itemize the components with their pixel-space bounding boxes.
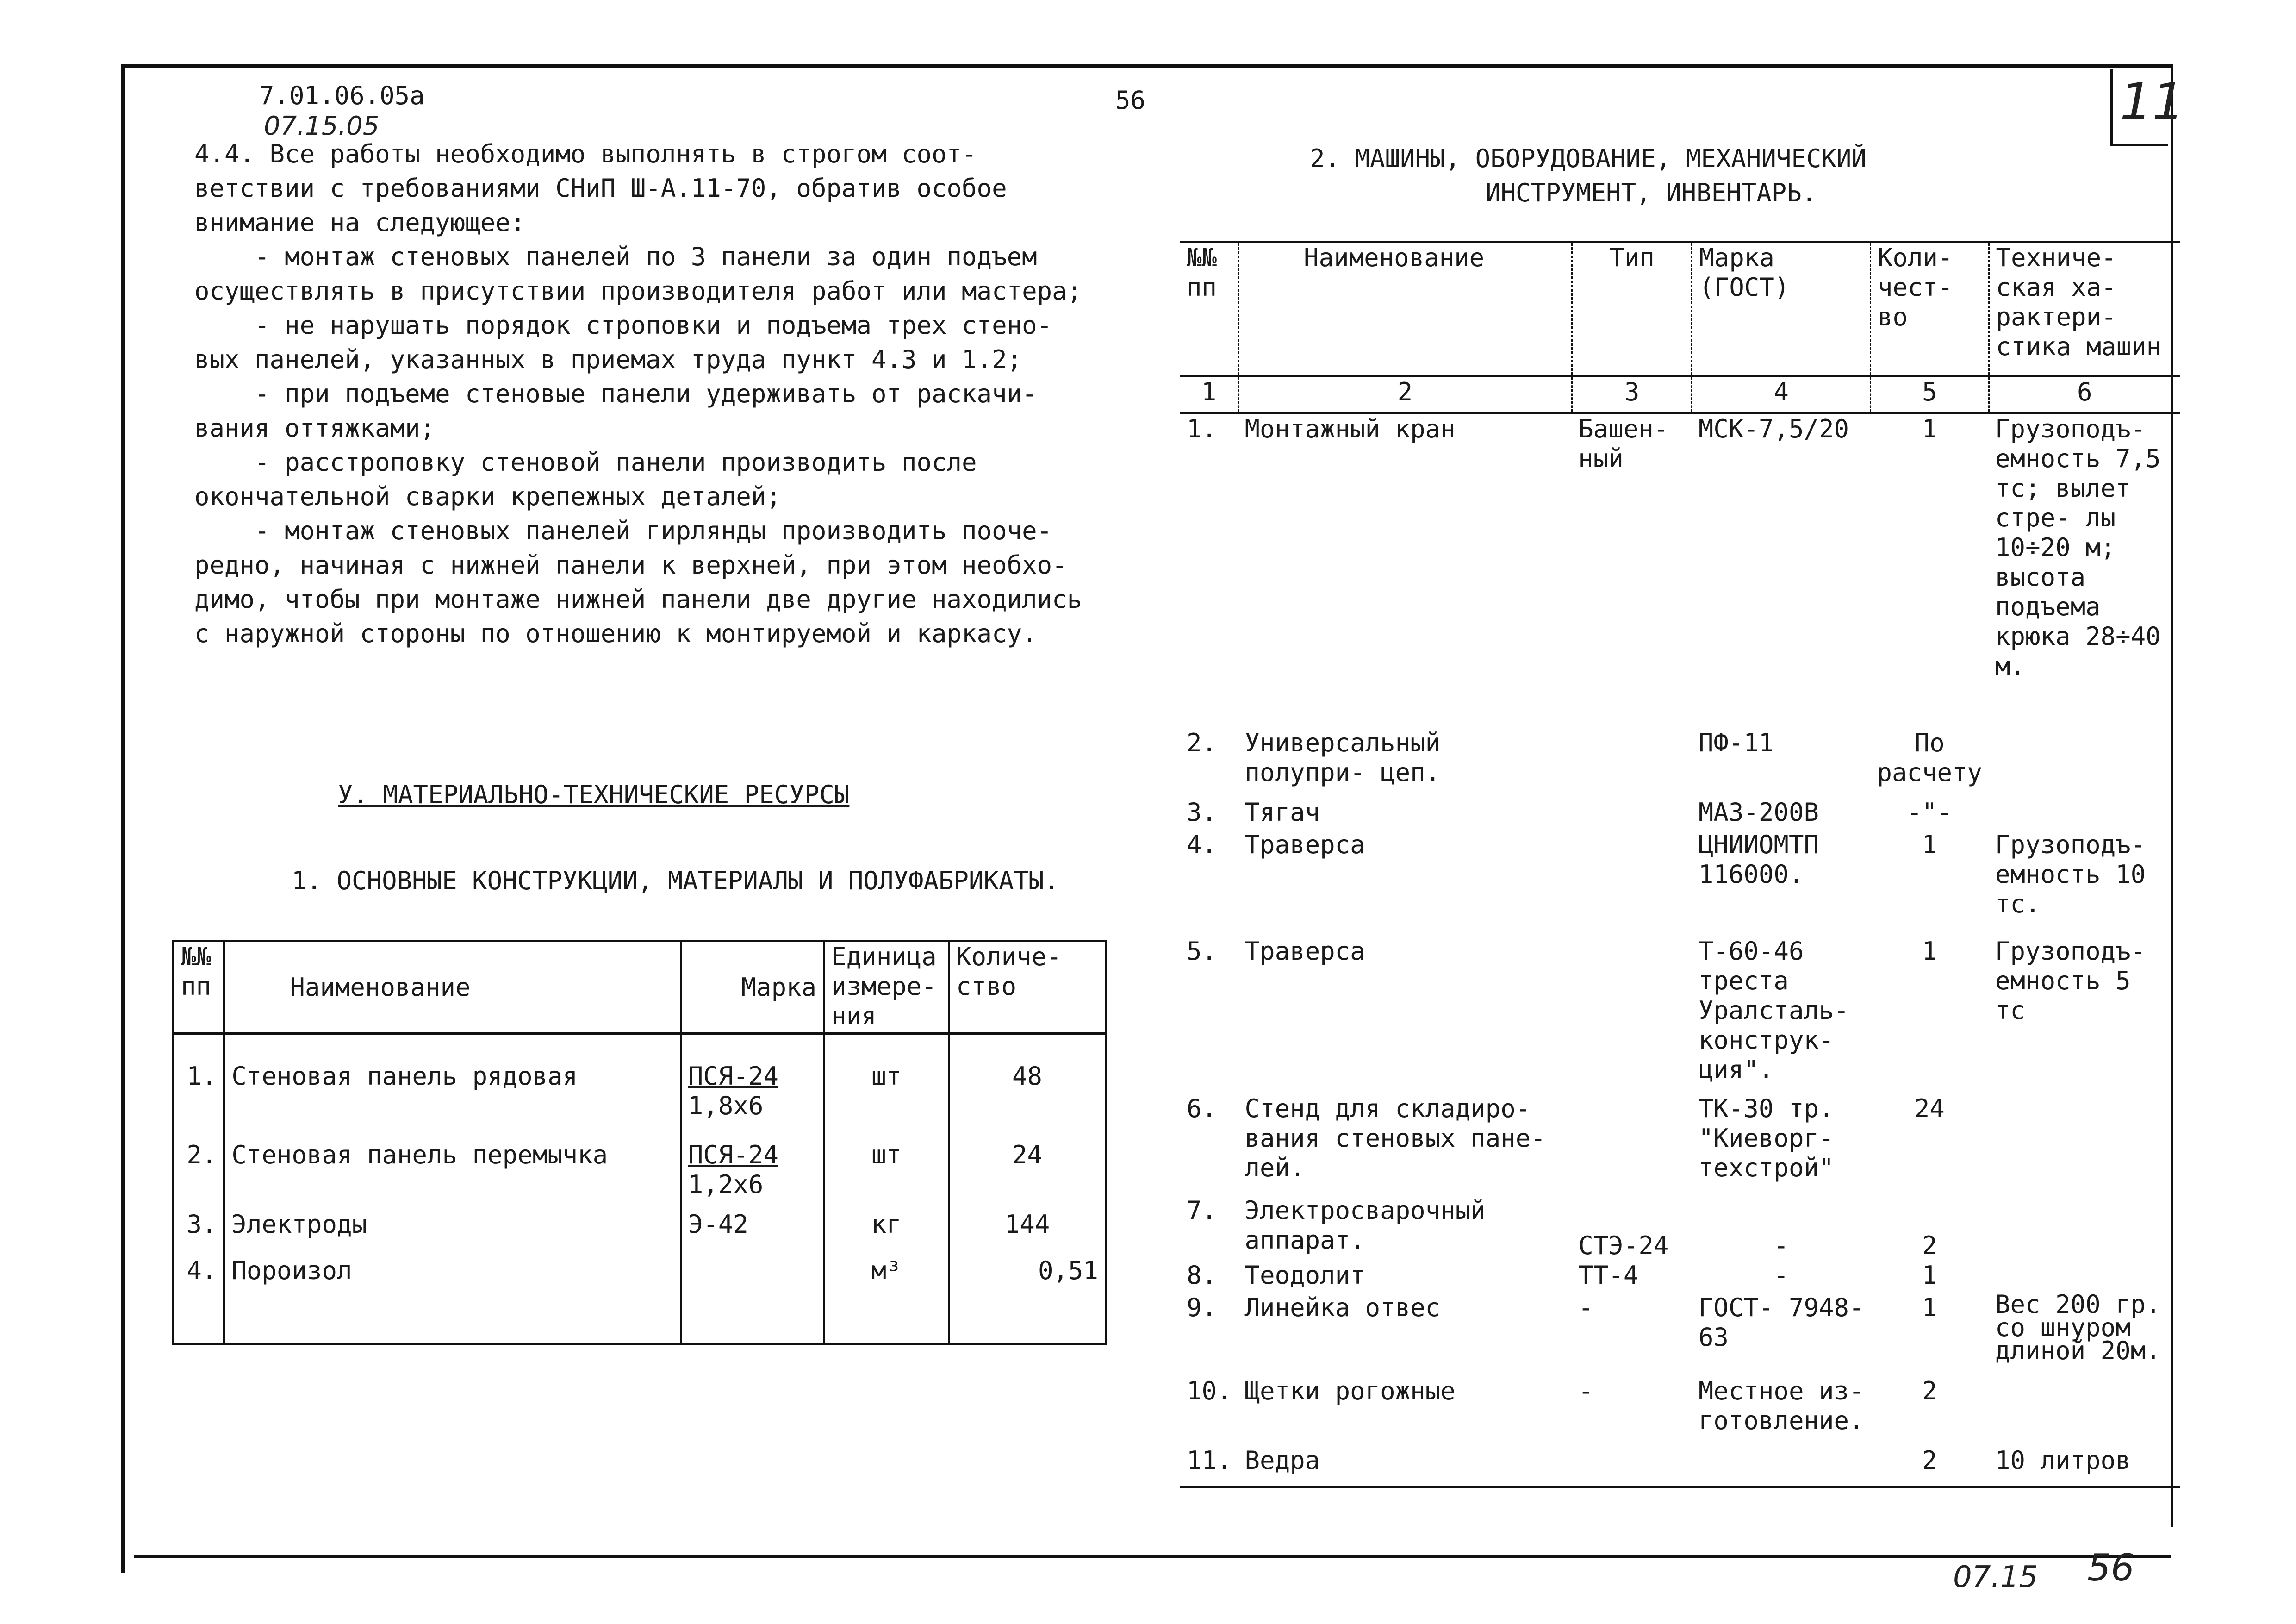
section-title: У. МАТЕРИАЛЬНО-ТЕХНИЧЕСКИЕ РЕСУРСЫ	[338, 780, 850, 809]
col-header-name: Наименование	[1238, 242, 1572, 376]
para-line: окончательной сварки крепежных деталей;	[194, 482, 781, 511]
table-row: 6. Стенд для складиро- вания стеновых пане- лей. ТК-30 тр. "Киеворг- техстрой" 24	[1187, 1093, 1945, 1182]
col-header-number: №№ пп	[1180, 242, 1238, 376]
subsection-title: 1. ОСНОВНЫЕ КОНСТРУКЦИИ, МАТЕРИАЛЫ И ПОЛУФАБРИКАТЫ.	[292, 866, 1059, 895]
footer-page: 56	[2087, 1546, 2134, 1589]
table-row: 2. Стеновая панель перемычка ПСЯ-24 1,2х6 шт 24	[174, 1140, 1106, 1210]
table-row: 9. Линейка отвес - ГОСТ- 7948-63 1 Вес 200 гр. со шнуром длиной 20м.	[1187, 1289, 2161, 1365]
col-header-spec: Техниче- ская ха- рактери- стика машин	[1989, 242, 2180, 376]
machines-table	[1180, 241, 2180, 1488]
doc-sub-code: 07.15.05	[264, 111, 380, 141]
table-row: 2. Универсальный полупри- цеп. ПФ-11 По расчету	[1187, 728, 1983, 787]
frame-bottom-border	[134, 1555, 2171, 1558]
frame-left-border	[121, 64, 125, 1573]
table-row: 8. Теодолит ТТ-4 - 1	[1187, 1260, 1937, 1290]
col-header-name: Наименование	[224, 941, 680, 1034]
para-line: димо, чтобы при монтаже нижней панели две другие находились	[194, 585, 1083, 614]
instructions-paragraph	[194, 137, 1111, 651]
para-line: ветствии с требованиями СНиП Ш-А.11-70, обратив особое	[194, 174, 1007, 203]
table-header-row	[174, 941, 1106, 1034]
para-line: вых панелей, указанных в приемах труда пункт 4.3 и 1.2;	[194, 345, 1022, 374]
para-line: - при подъеме стеновые панели удерживать от раскачи-	[194, 379, 1037, 408]
table-row: 10. Щетки рогожные - Местное из- готовление. 2	[1187, 1376, 1937, 1435]
para-line: - расстроповку стеновой панели производить после	[194, 448, 977, 477]
para-line: 4.4. Все работы необходимо выполнять в строгом соот-	[194, 139, 977, 169]
table-row: 1. Монтажный кран Башен- ный МСК-7,5/20 1 Грузоподъ- емность 7,5 тс; вылет стре- лы 10÷20 м; высота подъема крюка 28÷40 м.	[1187, 414, 2161, 681]
para-line: осуществлять в присутствии производителя работ или мастера;	[194, 276, 1083, 306]
table-row: 4. Траверса ЦНИИОМТП 116000. 1 Грузоподъ- емность 10 тс.	[1187, 830, 2146, 918]
para-line: редно, начиная с нижней панели к верхней, при этом необхо-	[194, 550, 1067, 580]
table-row: 7. Электросварочный аппарат. СТЭ-24 - 2	[1187, 1195, 1937, 1260]
sheet-number: 11	[2120, 72, 2184, 131]
section2-title-line2: ИНСТРУМЕНТ, ИНВЕНТАРЬ.	[1486, 178, 1817, 207]
col-header-number: №№ пп	[174, 941, 224, 1034]
materials-table	[172, 940, 1107, 1345]
para-line: внимание на следующее:	[194, 208, 526, 237]
table-row: 3. Тягач МАЗ-200В -"-	[1187, 797, 1953, 827]
col-header-mark: Марка (ГОСТ)	[1692, 242, 1871, 376]
para-line: - монтаж стеновых панелей по 3 панели за один подъем	[194, 242, 1037, 271]
frame-top-border	[121, 64, 2172, 68]
col-header-qty: Количе- ство	[949, 941, 1106, 1034]
table-row: 4. Пороизол м³ 0,51	[174, 1256, 1106, 1344]
table-header-row	[1180, 242, 2180, 376]
col-header-qty: Коли- чест- во	[1870, 242, 1989, 376]
para-line: - не нарушать порядок строповки и подъема трех стено-	[194, 311, 1052, 340]
table-row: 5. Траверса Т-60-46 треста Уралсталь- конструк- ция". 1 Грузоподъ- емность 5 тс	[1187, 936, 2146, 1084]
col-header-type: Тип	[1572, 242, 1692, 376]
para-line: - монтаж стеновых панелей гирлянды производить поoче-	[194, 516, 1052, 545]
table-row: 3. Электроды Э-42 кг 144	[174, 1210, 1106, 1256]
page-number: 56	[1115, 86, 1146, 115]
table-row: 11. Ведра 2 10 литров	[1180, 1446, 2180, 1487]
para-line: с наружной стороны по отношению к монтируемой и каркасу.	[194, 619, 1037, 648]
para-line: вания оттяжками;	[194, 413, 436, 443]
col-header-unit: Единица измере- ния	[824, 941, 949, 1034]
footer-code: 07.15	[1953, 1560, 2038, 1594]
col-header-mark: Марка	[681, 941, 824, 1034]
section2-title-line1: 2. МАШИНЫ, ОБОРУДОВАНИЕ, МЕХАНИЧЕСКИЙ	[1310, 144, 1867, 173]
table-row: 1. Стеновая панель рядовая ПСЯ-24 1,8х6 шт 48	[174, 1062, 1106, 1140]
column-number-row: 1 2 3 4 5 6	[1180, 376, 2180, 413]
doc-code: 7.01.06.05а	[259, 81, 425, 110]
